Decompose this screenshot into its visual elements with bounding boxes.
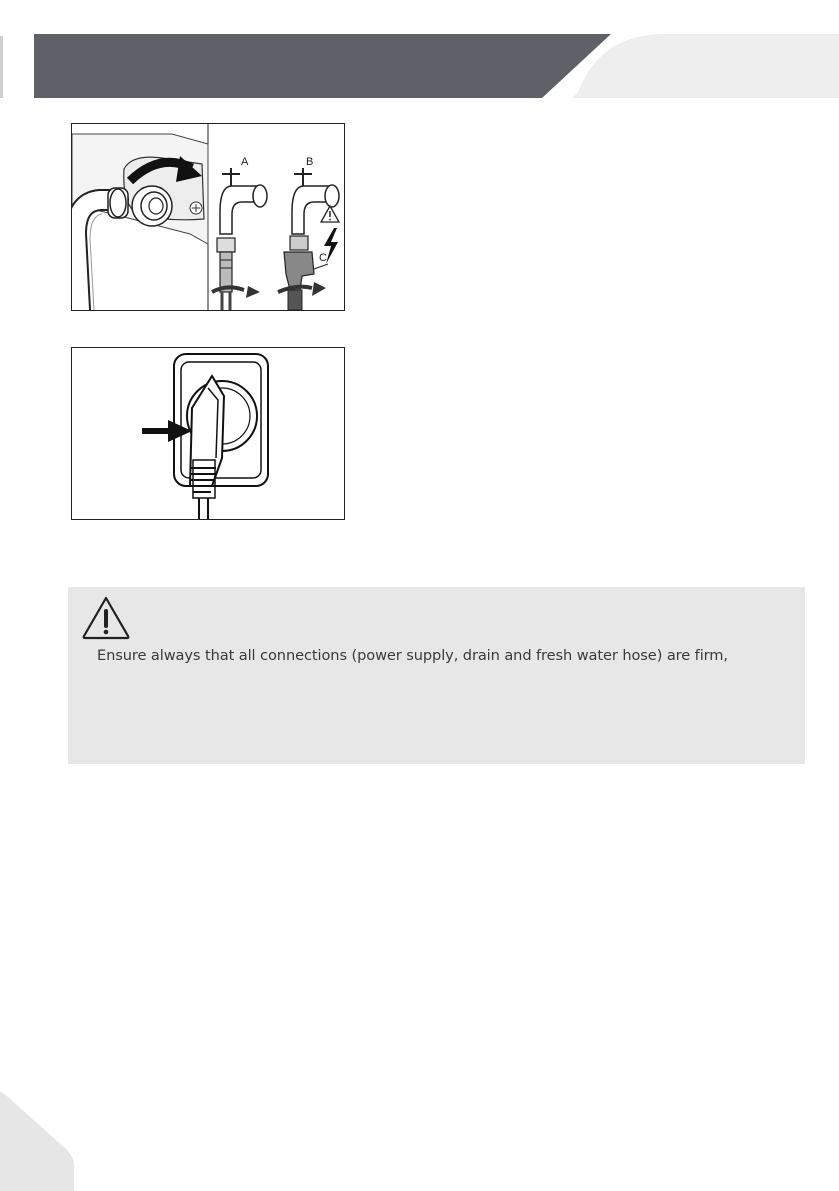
- figure-valve-connection: [71, 123, 345, 311]
- valve-illustration: [72, 124, 344, 310]
- figure-plug-socket: [71, 347, 345, 520]
- label-b: B: [306, 156, 314, 168]
- label-c: C: [319, 252, 327, 264]
- warning-icon: [81, 595, 131, 640]
- header-tab: [572, 34, 839, 98]
- warning-text: Ensure always that all connections (power supply, drain and fresh water hose) are firm,: [97, 647, 728, 664]
- warning-icon: [321, 206, 339, 222]
- label-a: A: [241, 156, 249, 168]
- header-bar: [0, 0, 839, 110]
- plug-illustration: [72, 348, 344, 519]
- warning-box: [68, 587, 805, 764]
- page-corner-tab: [0, 1091, 80, 1191]
